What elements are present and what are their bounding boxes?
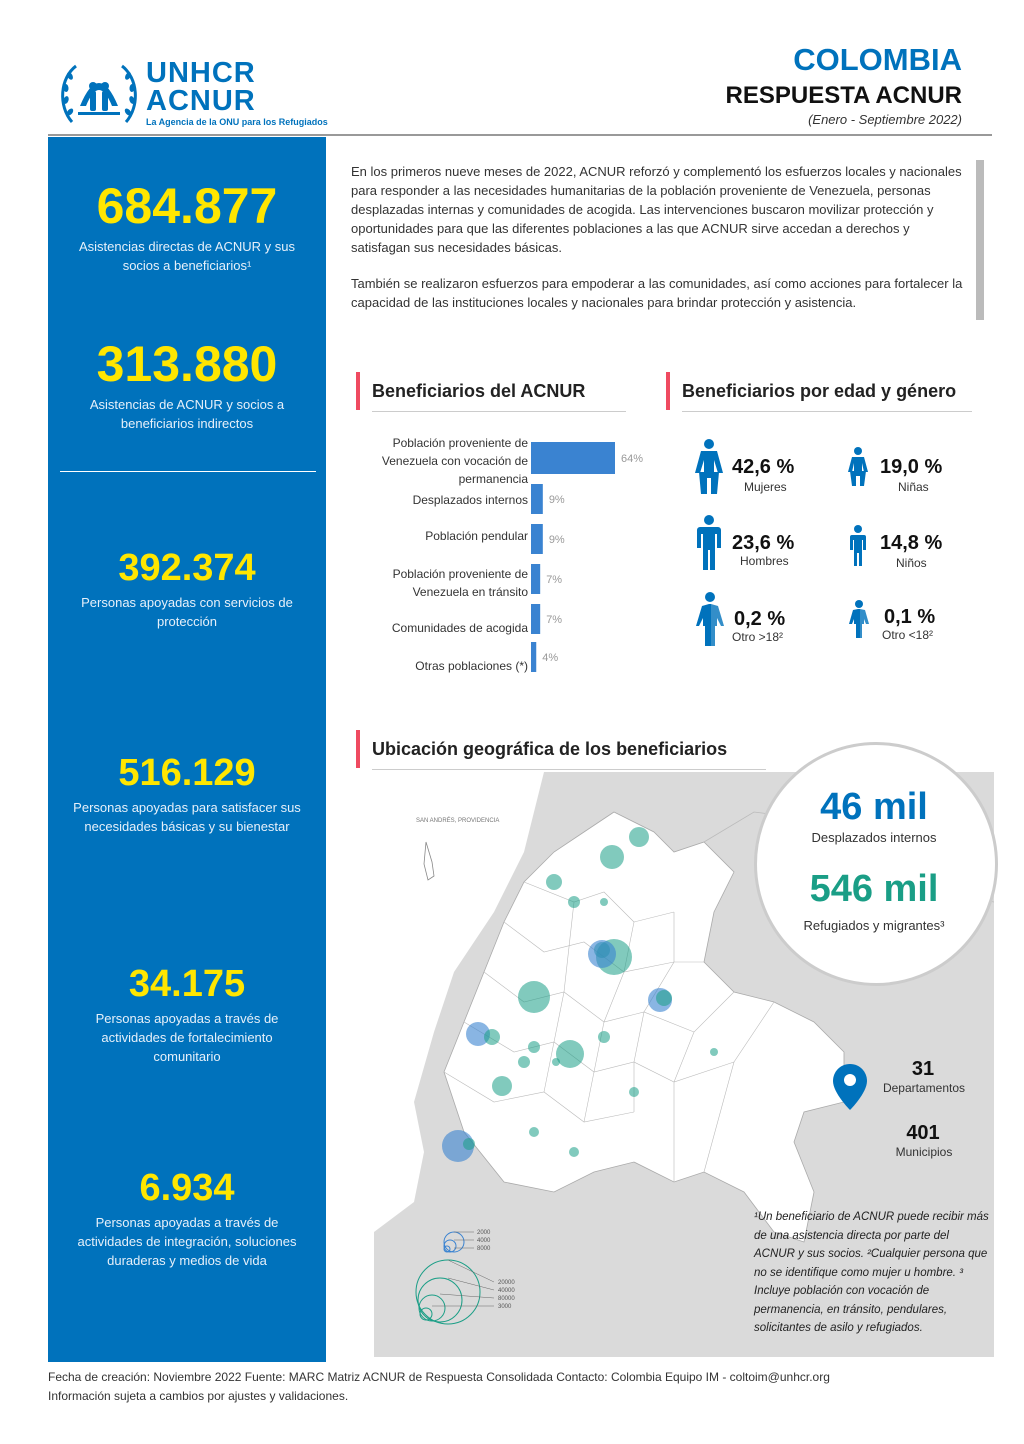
stat-indirect-assistance (48, 336, 326, 433)
bar-category-label: Desplazados internos (412, 493, 528, 507)
age-gender-girls (846, 446, 976, 496)
bar-category-label: Otras poblaciones (*) (415, 659, 528, 673)
bar-value-label: 9% (548, 534, 565, 546)
stat-value: 392.374 (118, 547, 256, 589)
legend-idp-label: 2000 (477, 1230, 491, 1236)
bar-category-label: Comunidades de acogida (391, 621, 528, 635)
section-rule (682, 411, 972, 412)
sidebar-divider (60, 471, 316, 472)
beneficiaries-bar-chart (356, 430, 656, 680)
bar-4 (531, 604, 540, 634)
age-gender-other-child (848, 600, 978, 650)
logo-text-unhcr: UNHCR (146, 57, 256, 89)
legend-refugee-label: 3000 (498, 1304, 512, 1310)
men-percentage: 23,6 % (732, 532, 795, 554)
section-header-geo (356, 730, 776, 770)
other-child-percentage: 0,1 % (884, 606, 936, 628)
other-child-label: Otro <18² (882, 628, 934, 642)
map-inset-label: SAN ANDRÉS, PROVIDENCIA (416, 818, 500, 824)
footnote: ¹Un beneficiario de ACNUR puede recibir más de una asistencia directa por parte del ACNUR y sus socios. ²Cualquier persona que no se identifique como mujer u hombre. ³ Incluye población con vocación de permanencia, en tránsito, pendulares, solicitantes de asilo y refugiados. (754, 1211, 989, 1334)
other-child-icon (848, 600, 870, 640)
intro-text (351, 162, 963, 329)
totals-circle (754, 742, 998, 986)
stat-label: Personas apoyadas para satisfacer sus necesidades básicas y su bienestar (73, 800, 301, 834)
legend-refugee-label: 20000 (498, 1280, 515, 1286)
age-gender-women (692, 438, 822, 498)
bar-value-label: 64% (621, 453, 644, 465)
section-header-age-gender (666, 372, 976, 412)
header-divider (48, 134, 992, 136)
bar-value-label: 7% (546, 574, 563, 586)
stat-direct-assistance (48, 178, 326, 275)
stat-label: Asistencias de ACNUR y socios a beneficiarios indirectos (89, 397, 285, 431)
municipalities-count: 401 (906, 1122, 940, 1144)
section-title: Ubicación geográfica de los beneficiarios (372, 739, 728, 759)
location-pin-icon (832, 1064, 868, 1110)
bar-2 (531, 524, 543, 554)
boys-label: Niños (896, 556, 927, 570)
intro-paragraph-1: En los primeros nueve meses de 2022, ACNUR reforzó y complementó los esfuerzos locales y nacionales para responder a las necesidades humanitarias de la población proveniente de Venezuela, personas desplazadas internas y comunidades de acogida. Las intervenciones buscaron movilizar protección y oportunidades para que las diferentes poblaciones a las que ACNUR sirve accedan a derechos y satisfagan sus necesidades básicas. (351, 164, 962, 255)
section-rule (372, 411, 626, 412)
legend-refugee-label: 80000 (498, 1296, 515, 1302)
other-adult-percentage: 0,2 % (734, 608, 786, 630)
section-accent-bar (666, 372, 670, 410)
section-accent-bar (356, 730, 360, 768)
stat-label: Personas apoyadas a través de actividades de integración, soluciones duraderas y medios de vida (77, 1215, 297, 1268)
bar-value-label: 9% (548, 494, 565, 506)
bar-chart-svg (356, 430, 656, 680)
bar-1 (531, 484, 543, 514)
section-title: Beneficiarios del ACNUR (372, 381, 586, 401)
stat-value: 6.934 (139, 1167, 235, 1209)
stat-community (48, 965, 326, 1066)
bar-value-label: 4% (542, 652, 559, 664)
men-label: Hombres (740, 554, 789, 568)
section-rule (372, 769, 766, 770)
municipalities-label: Municipios (895, 1145, 953, 1159)
page-subtitle: RESPUESTA ACNUR (725, 82, 962, 109)
women-label: Mujeres (744, 480, 787, 494)
stat-label: Personas apoyadas a través de actividades de fortalecimiento comunitario (95, 1011, 279, 1064)
boy-icon (846, 524, 870, 568)
age-gender-men (692, 514, 822, 574)
bar-5 (531, 642, 536, 672)
bar-category-label: Población pendular (425, 529, 528, 543)
stat-integration (48, 1169, 326, 1270)
departments-count: 31 (911, 1058, 935, 1080)
girls-percentage: 19,0 % (880, 456, 943, 478)
intro-scroll-bar (976, 160, 984, 320)
girl-icon (846, 446, 870, 488)
stat-basic-needs (48, 754, 326, 836)
bar-0 (531, 442, 615, 474)
bar-category-label: Población proveniente de Venezuela con vocación de permanencia (381, 436, 528, 486)
unhcr-emblem-icon (58, 56, 140, 130)
refugees-total-value: 546 mil (809, 868, 939, 910)
boys-percentage: 14,8 % (880, 532, 943, 554)
bar-category-label: Población proveniente de Venezuela en tránsito (392, 567, 528, 599)
page-title-country: COLOMBIA (793, 42, 962, 77)
age-gender-boys (846, 524, 976, 574)
stat-value: 516.129 (118, 752, 256, 794)
stat-label: Asistencias directas de ACNUR y sus socios a beneficiarios¹ (78, 239, 296, 273)
idp-total-value: 46 mil (820, 786, 928, 828)
age-gender-other-adult (694, 592, 824, 652)
stat-protection (48, 549, 326, 631)
section-title: Beneficiarios por edad y género (682, 381, 957, 401)
other-adult-icon (694, 592, 726, 648)
logo-text-acnur: ACNUR (146, 85, 256, 117)
bar-3 (531, 564, 540, 594)
idp-total-label: Desplazados internos (811, 830, 937, 845)
stat-value: 34.175 (128, 963, 246, 1005)
section-accent-bar (356, 372, 360, 410)
stat-value: 684.877 (96, 178, 278, 234)
logo-tagline: La Agencia de la ONU para los Refugiados (146, 117, 328, 127)
departments-label: Departamentos (882, 1081, 966, 1095)
girls-label: Niñas (898, 480, 929, 494)
footer-disclaimer: Información sujeta a cambios por ajustes y validaciones. (48, 1389, 349, 1403)
legend-refugee-label: 40000 (498, 1288, 515, 1294)
woman-icon (692, 438, 726, 496)
section-header-beneficiaries (356, 372, 628, 412)
women-percentage: 42,6 % (732, 456, 795, 478)
stat-value: 313.880 (96, 336, 278, 392)
stats-sidebar (48, 137, 326, 1362)
unhcr-logo (58, 56, 358, 130)
report-period: (Enero - Septiembre 2022) (808, 112, 962, 127)
footer-source: Fecha de creación: Noviembre 2022 Fuente: MARC Matriz ACNUR de Respuesta Consolidada Contacto: Colombia Equipo IM - coltoim@unhcr.org (48, 1370, 830, 1384)
legend-idp-label: 8000 (477, 1246, 491, 1252)
other-adult-label: Otro >18² (732, 630, 784, 644)
legend-idp-label: 4000 (477, 1238, 491, 1244)
man-icon (692, 514, 726, 572)
intro-paragraph-2: También se realizaron esfuerzos para empoderar a las comunidades, así como acciones para fortalecer la capacidad de las instituciones locales y nacionales para brindar protección y asistencia. (351, 276, 963, 310)
bar-value-label: 7% (546, 614, 563, 626)
refugees-total-label: Refugiados y migrantes³ (803, 918, 945, 933)
stat-label: Personas apoyadas con servicios de protección (81, 595, 293, 629)
